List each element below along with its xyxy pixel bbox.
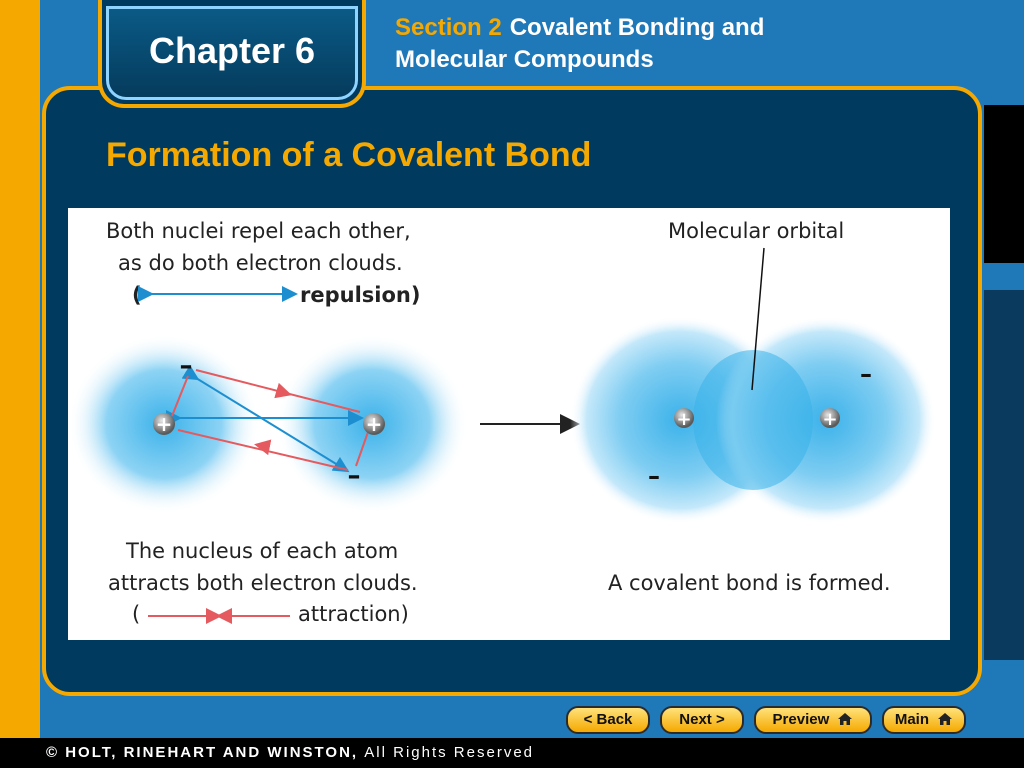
chapter-label: Chapter 6: [148, 30, 316, 71]
molecule-electron-2: –: [648, 462, 660, 490]
molecule-plus-2: +: [822, 409, 838, 430]
preview-button-label: Preview: [772, 711, 830, 728]
copyright-footer: [0, 738, 1024, 768]
repulsion-legend-open: (: [132, 283, 142, 307]
attraction-legend-label: attraction): [298, 602, 409, 626]
repel-caption-line1: Both nuclei repel each other,: [106, 219, 411, 243]
preview-button[interactable]: [754, 706, 872, 734]
section-heading: [395, 12, 895, 76]
orbital-label: Molecular orbital: [668, 219, 845, 243]
repel-caption-line2: as do both electron clouds.: [118, 251, 403, 275]
attract-caption-line2: attracts both electron clouds.: [108, 571, 418, 595]
next-button[interactable]: [660, 706, 744, 734]
nucleus-plus-1: +: [155, 412, 173, 436]
right-dark-block: [984, 105, 1024, 263]
repulsion-legend-label: repulsion): [300, 283, 421, 307]
nucleus-plus-2: +: [365, 412, 383, 436]
electron-minus-1: –: [179, 351, 193, 381]
section-number: Section 2: [395, 14, 502, 41]
back-button-label: < Back: [583, 711, 633, 728]
section-title-line1: Covalent Bonding and: [509, 14, 765, 41]
electron-minus-2: –: [347, 461, 361, 491]
main-button[interactable]: [882, 706, 966, 734]
attract-caption-line1: The nucleus of each atom: [126, 539, 399, 563]
copyright-text: © HOLT, RINEHART AND WINSTON,: [46, 744, 359, 761]
navigation-bar: [40, 700, 1024, 738]
next-button-label: Next >: [679, 711, 725, 728]
attraction-legend-open: (: [132, 602, 141, 626]
section-title-line2: Molecular Compounds: [395, 46, 654, 73]
home-icon: [937, 712, 953, 726]
right-dark-block-lower: [984, 290, 1024, 660]
left-accent-strip: [0, 0, 40, 738]
attraction-arrowhead-2: [258, 445, 268, 447]
back-button[interactable]: [566, 706, 650, 734]
figure-svg: [68, 208, 950, 640]
molecule-plus-1: +: [676, 409, 692, 430]
molecule-electron-1: –: [860, 360, 872, 388]
bond-formed-caption: A covalent bond is formed.: [608, 571, 891, 595]
main-button-label: Main: [894, 711, 929, 728]
covalent-bond-figure: [68, 208, 950, 640]
rights-text: All Rights Reserved: [364, 744, 534, 761]
slide-title: Formation of a Covalent Bond: [106, 136, 592, 174]
home-icon: [837, 712, 853, 726]
